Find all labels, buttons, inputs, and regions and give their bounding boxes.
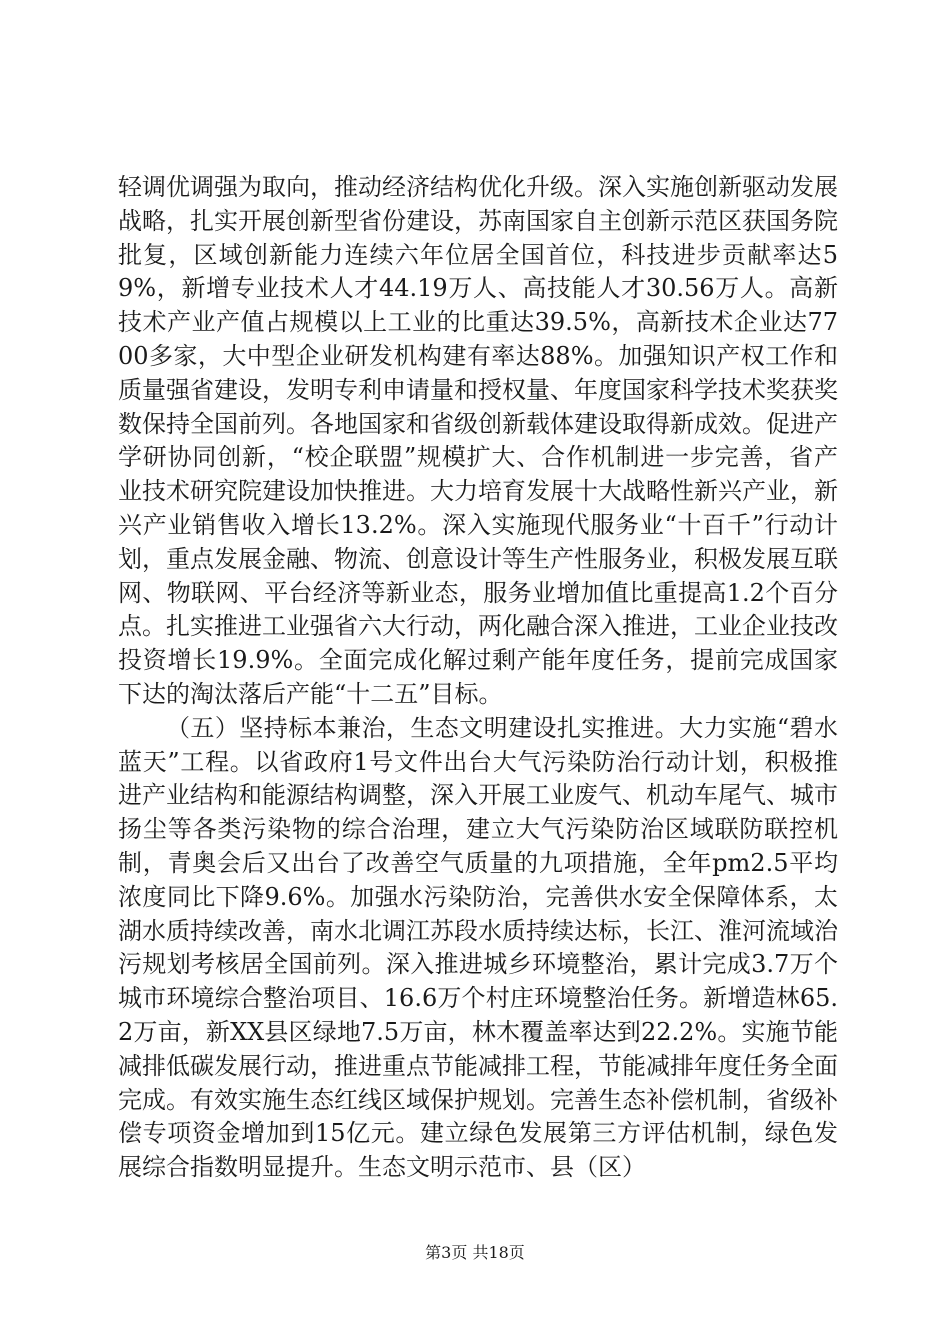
- document-body: [118, 171, 838, 1185]
- paragraph-ecology: （五）坚持标本兼治，生态文明建设扎实推进。大力实施“碧水蓝天”工程。以省政府1号文件出台大气污染防治行动计划，积极推进产业结构和能源结构调整，深入开展工业废气、机动车尾气、城市扬尘等各类污染物的综合治理，建立大气污染防治区域联防联控机制，青奥会后又出台了改善空气质量的九项措施，全年pm2.5平均浓度同比下降9.6%。加强水污染防治，完善供水安全保障体系，太湖水质持续改善，南水北调江苏段水质持续达标，长江、淮河流域治污规划考核居全国前列。深入推进城乡环境整治，累计完成3.7万个城市环境综合整治项目、16.6万个村庄环境整治任务。新增造林65.2万亩，新XX县区绿地7.5万亩，林木覆盖率达到22.2%。实施节能减排低碳发展行动，推进重点节能减排工程，节能减排年度任务全面完成。有效实施生态红线区域保护规划。完善生态补偿机制，省级补偿专项资金增加到15亿元。建立绿色发展第三方评估机制，绿色发展综合指数明显提升。生态文明示范市、县（区）: [118, 713, 838, 1182]
- page-footer: 第3页 共18页: [425, 1243, 525, 1262]
- paragraph-innovation: 轻调优调强为取向，推动经济结构优化升级。深入实施创新驱动发展战略，扎实开展创新型省份建设，苏南国家自主创新示范区获国务院批复，区域创新能力连续六年位居全国首位，科技进步贡献率达59%，新增专业技术人才44.19万人、高技能人才30.56万人。高新技术产业产值占规模以上工业的比重达39.5%，高新技术企业达7700多家，大中型企业研发机构建有率达88%。加强知识产权工作和质量强省建设，发明专利申请量和授权量、年度国家科学技术奖获奖数保持全国前列。各地国家和省级创新载体建设取得新成效。促进产学研协同创新，“校企联盟”规模扩大、合作机制进一步完善，省产业技术研究院建设加快推进。大力培育发展十大战略性新兴产业，新兴产业销售收入增长13.2%。深入实施现代服务业“十百千”行动计划，重点发展金融、物流、创意设计等生产性服务业，积极发展互联网、物联网、平台经济等新业态，服务业增加值比重提高1.2个百分点。扎实推进工业强省六大行动，两化融合深入推进，工业企业技改投资增长19.9%。全面完成化解过剩产能年度任务，提前完成国家下达的淘汰落后产能“十二五”目标。: [118, 173, 838, 708]
